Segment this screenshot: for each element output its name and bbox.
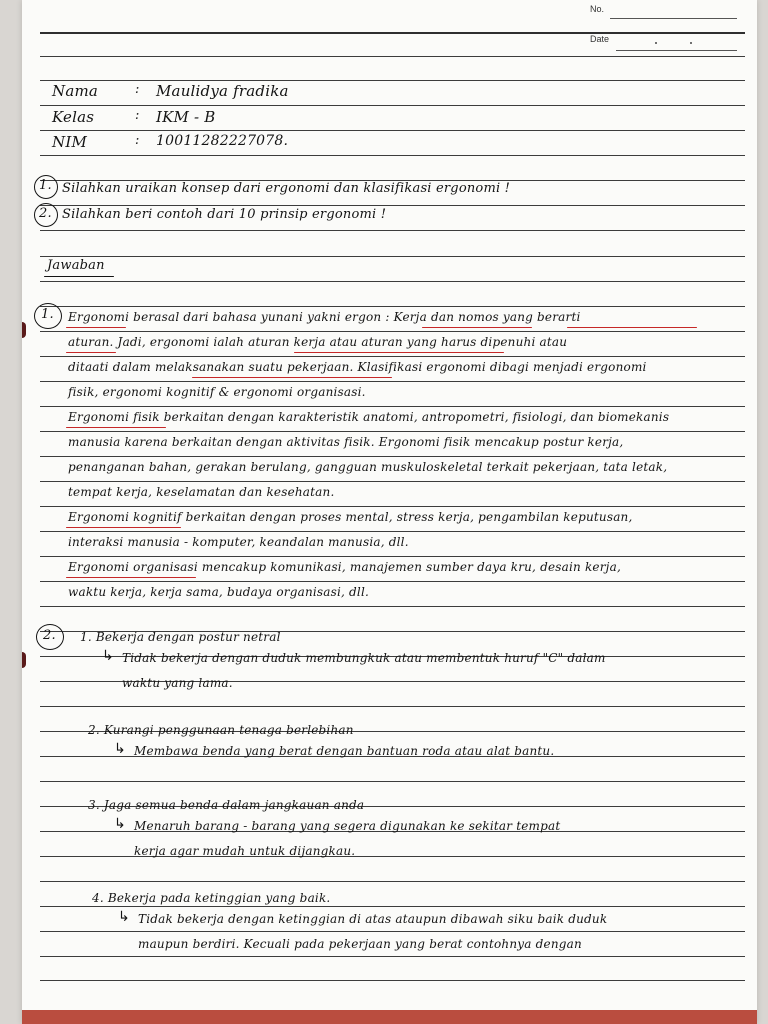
principle-detail: Tidak bekerja dengan duduk membungkuk atau membentuk huruf "C" dalam [122,651,606,665]
rule-line [40,331,745,332]
notebook-page [22,0,757,1024]
principle-detail: maupun berdiri. Kecuali pada pekerjaan yang berat contohnya dengan [138,937,582,951]
rule-line [40,881,745,882]
principle-detail: waktu yang lama. [122,676,233,690]
punch-hole [22,652,26,668]
answer-1-line: ditaati dalam melaksanakan suatu pekerjaan. Klasifikasi ergonomi dibagi menjadi ergonomi [68,360,647,374]
answer-1-line: Ergonomi kognitif berkaitan dengan proses mental, stress kerja, pengambilan keputusan, [68,510,633,524]
rule-line [40,155,745,156]
arrow-icon: ↳ [102,648,114,664]
rule-line [40,130,745,131]
principle-detail: Menaruh barang - barang yang segera digunakan ke sekitar tempat [134,819,561,833]
answer-1-number: 1. [41,307,54,322]
rule-line [40,230,745,231]
rule-line [40,531,745,532]
nama-value: Maulidya fradika [156,82,289,100]
answer-1-line: penanganan bahan, gerakan berulang, gangguan muskuloskeletal terkait pekerjaan, tata letak, [68,460,668,474]
rule-line [40,381,745,382]
heading-underline [44,276,114,277]
rule-line [40,906,745,907]
principle-detail: Membawa benda yang berat dengan bantuan roda atau alat bantu. [134,744,555,758]
rule-line [40,105,745,106]
answer-1-line: interaksi manusia - komputer, keandalan manusia, dll. [68,535,409,549]
no-line [610,18,737,19]
question-1-text: Silahkan uraikan konsep dari ergonomi dan klasifikasi ergonomi ! [62,181,511,196]
rule-line [40,256,745,257]
answer-1-line: Ergonomi organisasi mencakup komunikasi, manajemen sumber daya kru, desain kerja, [68,560,621,574]
kelas-separator: : [135,108,140,123]
answer-heading: Jawaban [47,258,105,273]
answer-1-line: tempat kerja, keselamatan dan kesehatan. [68,485,335,499]
red-underline [192,377,392,378]
answer-1-line: fisik, ergonomi kognitif & ergonomi organisasi. [68,385,366,399]
rule-line [40,781,745,782]
nim-separator: : [135,133,140,148]
page-bottom-edge [22,1010,757,1024]
answer-1-line: manusia karena berkaitan dengan aktivitas fisik. Ergonomi fisik mencakup postur kerja, [68,435,624,449]
nama-separator: : [135,82,140,97]
rule-line [40,956,745,957]
red-underline [66,327,126,328]
rule-line [40,306,745,307]
kelas-value: IKM - B [156,108,216,126]
red-underline [422,327,532,328]
punch-hole [22,322,26,338]
principle-title: 4. Bekerja pada ketinggian yang baik. [92,891,331,905]
principle-detail: kerja agar mudah untuk dijangkau. [134,844,356,858]
rule-line [40,980,745,981]
rule-line [40,205,745,206]
principle-title: 1. Bekerja dengan postur netral [80,630,281,644]
kelas-label: Kelas [52,108,95,126]
question-2-text: Silahkan beri contoh dari 10 prinsip ergonomi ! [62,207,387,222]
date-label: Date [590,34,610,44]
answer-1-line: aturan. Jadi, ergonomi ialah aturan kerja atau aturan yang harus dipenuhi atau [68,335,568,349]
red-underline [66,527,181,528]
rule-line [40,606,745,607]
arrow-icon: ↳ [114,741,126,757]
rule-line [40,931,745,932]
red-underline [66,577,196,578]
rule-line [40,706,745,707]
rule-line [40,556,745,557]
arrow-icon: ↳ [114,816,126,832]
nim-value: 10011282227078. [156,133,289,149]
arrow-icon: ↳ [118,909,130,925]
date-line [616,50,737,51]
rule-line [40,581,745,582]
rule-line [40,431,745,432]
rule-line [40,281,745,282]
rule-line [40,506,745,507]
rule-line [40,80,745,81]
answer-1-line: waktu kerja, kerja sama, budaya organisasi, dll. [68,585,370,599]
principle-detail: Tidak bekerja dengan ketinggian di atas ataupun dibawah siku baik duduk [138,912,608,926]
nama-label: Nama [52,82,99,100]
answer-1-line: Ergonomi berasal dari bahasa yunani yakni ergon : Kerja dan nomos yang berarti [68,310,581,324]
rule-line [40,456,745,457]
question-1-number: 1. [39,178,52,193]
rule-line [40,356,745,357]
red-underline [567,327,697,328]
red-underline [294,352,504,353]
red-underline [66,427,166,428]
nim-label: NIM [52,133,88,151]
question-2-number: 2. [39,206,52,221]
rule-line [40,32,745,34]
rule-line [40,406,745,407]
no-label: No. [590,4,605,14]
answer-2-number: 2. [43,628,56,643]
principle-title: 2. Kurangi penggunaan tenaga berlebihan [88,723,354,737]
principle-title: 3. Jaga semua benda dalam jangkauan anda [88,798,365,812]
date-dot [690,42,692,44]
date-dot [655,42,657,44]
rule-line [40,56,745,57]
red-underline [66,352,116,353]
rule-line [40,481,745,482]
answer-1-line: Ergonomi fisik berkaitan dengan karakteristik anatomi, antropometri, fisiologi, dan biomekanis [68,410,670,424]
